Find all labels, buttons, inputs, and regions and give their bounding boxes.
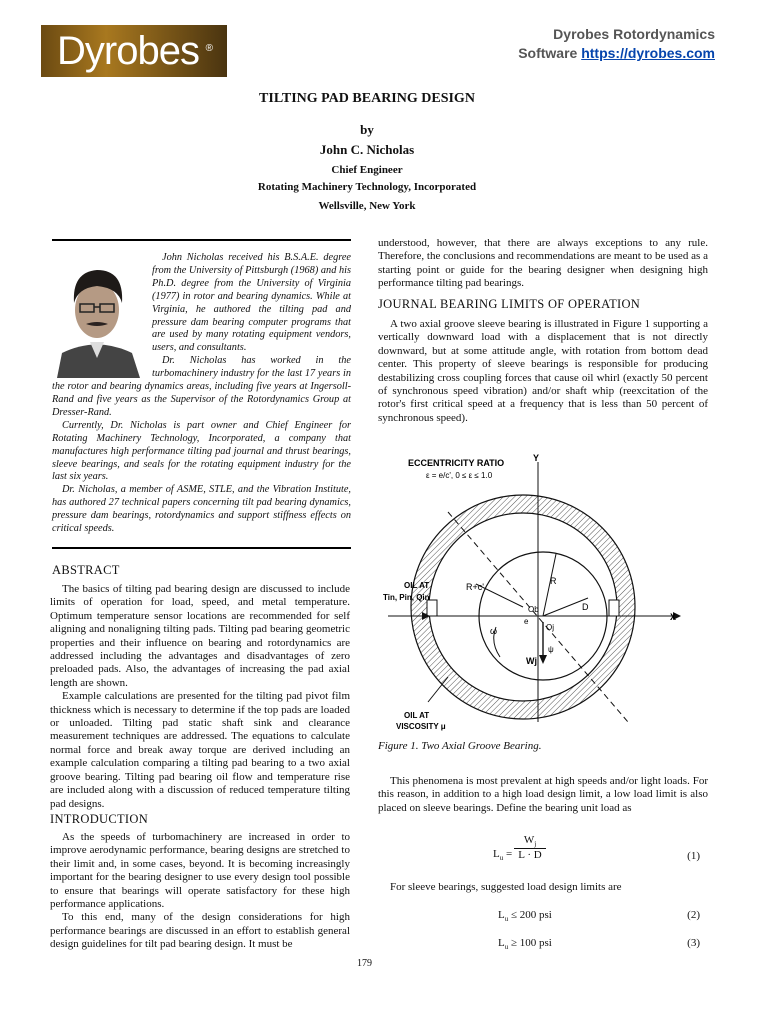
equation-1-denominator: L · D: [514, 848, 546, 861]
header-company: Dyrobes Rotordynamics: [553, 26, 715, 42]
e-label: e: [524, 617, 529, 626]
author-photo: [52, 258, 142, 378]
equation-1-lhs: $L_u$ =: [493, 848, 513, 862]
x-label: X: [670, 612, 677, 622]
intro-paragraph-2: To this end, many of the design considerations for high performance bearings are discussed in an effort to establish general design guidelines for tilt pad bearing design. It must be: [50, 911, 350, 951]
introduction-heading: INTRODUCTION: [50, 812, 149, 826]
author-bio: [52, 252, 351, 536]
equation-1-numerator: $W_j$: [523, 834, 537, 848]
ob-label: Ob: [528, 605, 539, 614]
bio-paragraph-1: John Nicholas received his B.S.A.E. degree from the University of Pittsburgh (1968) and his Ph.D. degree from the University of Virginia (1977) in rotor and bearing dynamics. While at Virginia, he authored the tilting pad and pressure dam bearing computer programs that are used by many rotating equipment vendors, users, and consultants.: [152, 252, 351, 354]
right-groove: [609, 600, 619, 616]
d-label: D: [582, 602, 589, 612]
r-plus-c-label: R+c': [466, 582, 484, 592]
oil-viscosity-label: VISCOSITY μ: [396, 722, 446, 731]
equation-3: $L_u \ge 100$ psi: [498, 937, 552, 951]
header-software: [518, 45, 715, 61]
software-link[interactable]: https://dyrobes.com: [581, 45, 715, 61]
oil-in-conditions: Tin, Pin, Qin: [383, 593, 430, 602]
by-line: by: [360, 122, 374, 137]
r-label: R: [550, 576, 557, 586]
bio-paragraph-3: Currently, Dr. Nicholas is part owner and Chief Engineer for Rotating Machinery Technology, Incorporated, a company that manufactures high performance tilting pad journal and thrust bearings, sleeve bearings, and seals for the rotating equipment industry for the last six years.: [52, 419, 351, 483]
omega-label: ω: [490, 626, 498, 636]
equation-1-fraction: [514, 834, 546, 861]
psi-label: ψ: [548, 645, 554, 654]
page-number: 179: [357, 958, 372, 969]
limits-paragraph-2: This phenomena is most prevalent at high speeds and/or light loads. For this reason, in addition to a high load design limit, a low load limit is also placed on sleeve bearings. Define the bearing unit load as: [378, 775, 708, 814]
y-label: Y: [533, 453, 540, 463]
continued-paragraph: understood, however, that there are always exceptions to any rule. Therefore, the conclusions and recommendations are meant to be used as a starting point or guide for the bearing designer when designing high performance tilting pad bearings.: [378, 237, 708, 290]
limits-body: [378, 318, 708, 425]
right-column-top: [378, 237, 708, 291]
dyrobes-logo: [41, 25, 227, 77]
eccentricity-definition: ε = e/c', 0 ≤ ε ≤ 1.0: [426, 471, 493, 480]
equation-1-number: (1): [687, 850, 700, 862]
limits-paragraph-3: For sleeve bearings, suggested load design limits are: [390, 881, 622, 893]
wj-label: Wj: [526, 656, 537, 666]
bio-paragraph-4: Dr. Nicholas, a member of ASME, STLE, and the Vibration Institute, has authored 27 technical papers concerning tilt pad bearing dynamics, pressure dam bearings, rotordynamics and support stiffness effects on critical speeds.: [52, 484, 351, 535]
abstract-paragraph-2: Example calculations are presented for the tilting pad pivot film thickness which is necessary to determine if the top pads are loaded or unloaded. Tilting pad static shaft sink and clearance measurement techniques are addressed. The equations to calculate normal force and break away torque are derived including an example calculation comparing a tilting pad bearing to a two axial groove bearing. Tilting pad bearing oil flow and temperature rise are included along with a discussion of reduced temperature tilting pad designs.: [50, 690, 350, 810]
author-company: Rotating Machinery Technology, Incorporated: [257, 181, 477, 193]
abstract-paragraph-1: The basics of tilting pad bearing design are discussed to include limits of operation for load, speed, and metal temperature. Optimum temperature sensor locations are recommended for self aligning and nonaligning tilting pads. Tilting pad bearing geometric properties and their influence on bearing and rotordynamics are addressed including the advantages and disadvantages of zero preloaded pads. Also, the advantages of increasing the pad axial length are shown.: [50, 583, 350, 689]
introduction-body: [50, 831, 350, 952]
limits-body-2: [378, 775, 708, 815]
equation-2: $L_u \le 200$ psi: [498, 909, 552, 923]
paper-title: TILTING PAD BEARING DESIGN: [259, 91, 475, 106]
author-location: Wellsville, New York: [318, 200, 416, 212]
abstract-heading: ABSTRACT: [52, 563, 120, 577]
equation-3-number: (3): [687, 937, 700, 949]
bio-top-rule: [52, 239, 351, 241]
limits-paragraph-1: A two axial groove sleeve bearing is illustrated in Figure 1 supporting a vertically downward load with a displacement that is not directly downward, but at some attitude angle, with rotation from bottom dead center. This property of sleeve bearings is responsible for producing destabilizing cross coupling forces that cause oil whirl (exactly 50 percent of synchronous speed vibration) and/or shaft whip (reexcitation of the rotor's first critical speed at a frequency that is less than 50 percent of synchronous speed).: [378, 318, 708, 424]
bio-paragraph-2: Dr. Nicholas has worked in the turbomachinery industry for the last 17 years in the rotor and bearing dynamics areas, including five years at Ingersoll-Rand and five years as the Supervisor of the Rotordynamics Group at Dresser-Rand.: [52, 355, 351, 418]
logo-registered-mark: ®: [205, 43, 213, 54]
two-axial-groove-bearing-figure: [378, 452, 698, 732]
logo-text: Dyrobes: [57, 29, 199, 73]
limits-heading: JOURNAL BEARING LIMITS OF OPERATION: [378, 297, 641, 311]
oj-label: Oj: [546, 623, 554, 632]
intro-paragraph-1: As the speeds of turbomachinery are increased in order to improve aerodynamic performance, bearing designs are stretched to their limit and, in some cases, beyond. It is becoming increasingly important for the bearing designer to use every design tool possible to ensure that bearings will operate satisfactory for these high performance applications.: [50, 831, 350, 911]
left-groove: [427, 600, 437, 616]
abstract-body: [50, 583, 350, 811]
oil-in-label: OIL AT: [404, 581, 430, 590]
bio-bottom-rule: [52, 547, 351, 549]
eccentricity-title: ECCENTRICITY RATIO: [408, 458, 505, 468]
author-name: John C. Nicholas: [319, 142, 415, 157]
oil-out-label: OIL AT: [404, 711, 430, 720]
equation-2-number: (2): [687, 909, 700, 921]
software-label: Software: [518, 45, 578, 61]
author-position: Chief Engineer: [331, 164, 403, 176]
figure-caption: Figure 1. Two Axial Groove Bearing.: [378, 740, 542, 752]
limits-body-3: [378, 881, 708, 894]
